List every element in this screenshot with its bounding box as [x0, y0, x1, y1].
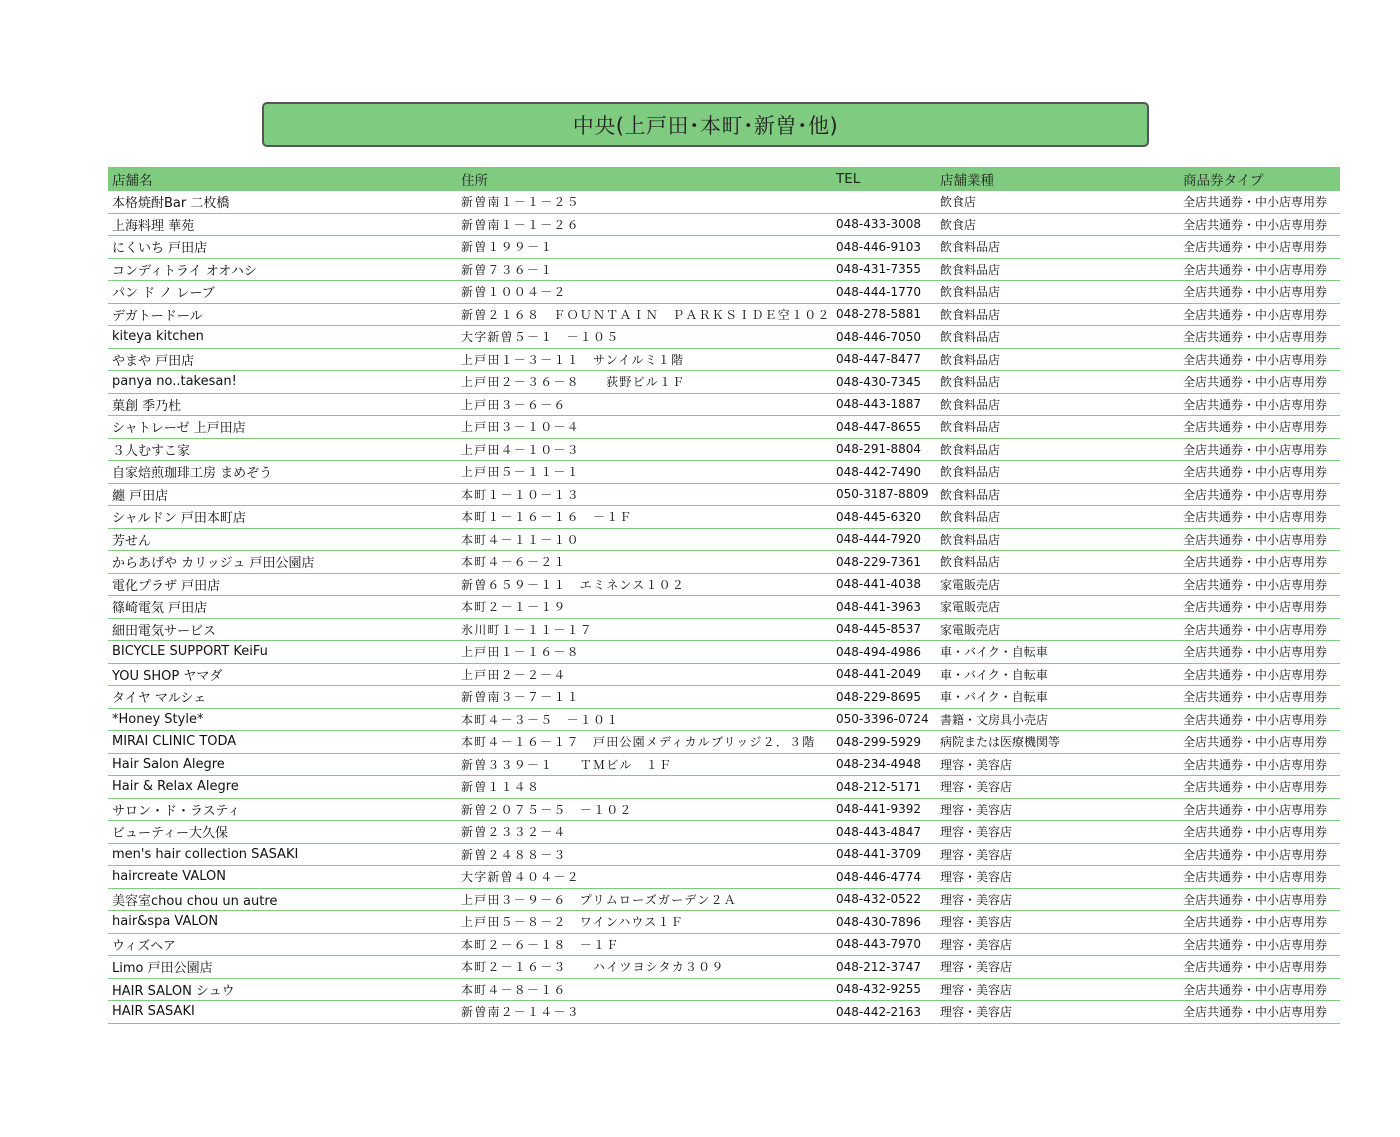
business-type-cell: 飲食料品店 — [940, 555, 1001, 570]
address-cell: 新曽１１４８ — [461, 780, 541, 795]
table-row — [108, 844, 1340, 867]
address-cell: 本町４－１１－１０ — [461, 532, 580, 547]
tel-cell: 048-441-3709 — [836, 847, 922, 862]
store-name-cell: hair&spa VALON — [112, 914, 219, 930]
table-row — [108, 709, 1340, 732]
store-name-cell: 纏 戸田店 — [112, 488, 169, 504]
store-name-cell: kiteya kitchen — [112, 329, 204, 345]
business-type-cell: 理容・美容店 — [940, 982, 1013, 997]
business-type-cell: 飲食料品店 — [940, 352, 1001, 367]
store-name-cell: 本格焼酎Bar 二枚橋 — [112, 196, 230, 212]
table-row — [108, 1001, 1340, 1024]
tel-cell: 050-3187-8809 — [836, 487, 929, 502]
business-type-cell: 飲食料品店 — [940, 262, 1001, 277]
table-row — [108, 506, 1340, 529]
business-type-cell: 理容・美容店 — [940, 892, 1013, 907]
address-cell: 上戸田５－１１－１ — [461, 465, 580, 480]
business-type-cell: 飲食料品店 — [940, 465, 1001, 480]
store-name-cell: Hair Salon Alegre — [112, 756, 225, 772]
tel-cell: 048-431-7355 — [836, 262, 922, 277]
address-cell: 本町２－１６－３ ハイツヨシタカ３０９ — [461, 960, 725, 975]
table-row — [108, 371, 1340, 394]
address-cell: 新曽１００４－２ — [461, 285, 567, 300]
tel-cell: 048-447-8477 — [836, 352, 922, 367]
business-type-cell: 飲食料品店 — [940, 510, 1001, 525]
address-cell: 本町４－６－２１ — [461, 555, 567, 570]
address-cell: 上戸田１－３－１１ サンイルミ１階 — [461, 352, 685, 367]
address-cell: 新曽２０７５－５ －１０２ — [461, 802, 633, 817]
store-name-cell: やまや 戸田店 — [112, 353, 195, 369]
table-row — [108, 956, 1340, 979]
store-name-cell: 細田電気サービス — [112, 623, 217, 639]
store-table — [108, 167, 1340, 1024]
table-row — [108, 889, 1340, 912]
voucher-type-cell: 全店共通券・中小店専用券 — [1183, 397, 1328, 412]
business-type-cell: 飲食料品店 — [940, 285, 1001, 300]
address-cell: 本町２－１－１９ — [461, 600, 567, 615]
business-type-cell: 理容・美容店 — [940, 870, 1013, 885]
address-cell: 上戸田２－２－４ — [461, 667, 567, 682]
table-row — [108, 461, 1340, 484]
tel-cell: 048-446-4774 — [836, 869, 922, 884]
tel-cell: 048-212-5171 — [836, 779, 922, 794]
table-row — [108, 776, 1340, 799]
table-row — [108, 416, 1340, 439]
table-row — [108, 551, 1340, 574]
table-row — [108, 439, 1340, 462]
business-type-cell: 理容・美容店 — [940, 802, 1013, 817]
address-cell: 上戸田３－９－６ プリムローズガーデン２Ａ — [461, 892, 737, 907]
address-cell: 新曽南１－１－２５ — [461, 195, 580, 210]
table-row — [108, 326, 1340, 349]
address-cell: 新曽７３６－１ — [461, 262, 554, 277]
table-row — [108, 191, 1340, 214]
store-name-cell: BICYCLE SUPPORT KeiFu — [112, 644, 268, 660]
business-type-cell: 理容・美容店 — [940, 1005, 1013, 1020]
business-type-cell: 家電販売店 — [940, 600, 1001, 615]
voucher-type-cell: 全店共通券・中小店専用券 — [1183, 510, 1328, 525]
address-cell: 新曽南２－１４－３ — [461, 1005, 580, 1020]
store-name-cell: 上海料理 華苑 — [112, 218, 195, 234]
store-name-cell: サロン・ド・ラスティ — [112, 803, 241, 819]
tel-cell: 048-234-4948 — [836, 757, 922, 772]
table-row — [108, 574, 1340, 597]
store-name-cell: にくいち 戸田店 — [112, 241, 208, 257]
tel-cell: 048-441-4038 — [836, 577, 922, 592]
business-type-cell: 理容・美容店 — [940, 847, 1013, 862]
store-name-cell: コンディトライ オオハシ — [112, 263, 258, 279]
tel-cell: 048-430-7345 — [836, 374, 922, 389]
table-row — [108, 799, 1340, 822]
voucher-type-cell: 全店共通券・中小店専用券 — [1183, 1005, 1328, 1020]
store-name-cell: タイヤ マルシェ — [112, 691, 207, 707]
tel-cell: 048-441-3963 — [836, 599, 922, 614]
table-row — [108, 281, 1340, 304]
address-cell: 大字新曽５－１ －１０５ — [461, 330, 620, 345]
business-type-cell: 書籍・文房具小売店 — [940, 712, 1049, 727]
address-cell: 新曽２４８８－３ — [461, 847, 567, 862]
business-type-cell: 家電販売店 — [940, 577, 1001, 592]
table-row — [108, 236, 1340, 259]
voucher-type-cell: 全店共通券・中小店専用券 — [1183, 577, 1328, 592]
address-cell: 上戸田１－１６－８ — [461, 645, 580, 660]
store-name-cell: Limo 戸田公園店 — [112, 961, 213, 977]
voucher-type-cell: 全店共通券・中小店専用券 — [1183, 870, 1328, 885]
voucher-type-cell: 全店共通券・中小店専用券 — [1183, 892, 1328, 907]
business-type-cell: 病院または医療機関等 — [940, 735, 1061, 750]
address-cell: 新曽２３３２－４ — [461, 825, 567, 840]
store-name-cell: 美容室chou chou un autre — [112, 893, 278, 909]
voucher-type-cell: 全店共通券・中小店専用券 — [1183, 825, 1328, 840]
store-name-cell: 菓創 季乃杜 — [112, 398, 182, 414]
voucher-type-cell: 全店共通券・中小店専用券 — [1183, 847, 1328, 862]
voucher-type-cell: 全店共通券・中小店専用券 — [1183, 262, 1328, 277]
store-name-cell: men's hair collection SASAKI — [112, 846, 299, 862]
tel-cell: 048-442-2163 — [836, 1004, 922, 1019]
tel-cell: 050-3396-0724 — [836, 712, 929, 727]
table-row — [108, 259, 1340, 282]
business-type-cell: 家電販売店 — [940, 622, 1001, 637]
address-cell: 本町４－１６－１７ 戸田公園メディカルブリッジ２．３階 — [461, 735, 816, 750]
address-cell: 本町４－３－５ －１０１ — [461, 712, 620, 727]
voucher-type-cell: 全店共通券・中小店専用券 — [1183, 937, 1328, 952]
address-cell: 新曽２１６８ ＦＯＵＮＴＡＩＮ ＰＡＲＫＳＩＤＥ空１０２ — [461, 307, 831, 322]
store-name-cell: panya no..takesan! — [112, 374, 237, 390]
voucher-type-cell: 全店共通券・中小店専用券 — [1183, 690, 1328, 705]
business-type-cell: 飲食料品店 — [940, 240, 1001, 255]
voucher-type-cell: 全店共通券・中小店専用券 — [1183, 712, 1328, 727]
address-cell: 本町４－８－１６ — [461, 982, 567, 997]
address-cell: 上戸田３－６－６ — [461, 397, 567, 412]
store-name-cell: HAIR SASAKI — [112, 1004, 195, 1020]
voucher-type-cell: 全店共通券・中小店専用券 — [1183, 195, 1328, 210]
business-type-cell: 飲食料品店 — [940, 307, 1001, 322]
address-cell: 新曽１９９－１ — [461, 240, 554, 255]
address-cell: 大字新曽４０４－２ — [461, 870, 580, 885]
store-name-cell: 篠崎電気 戸田店 — [112, 601, 208, 617]
voucher-type-cell: 全店共通券・中小店専用券 — [1183, 420, 1328, 435]
tel-cell: 048-447-8655 — [836, 419, 922, 434]
voucher-type-cell: 全店共通券・中小店専用券 — [1183, 915, 1328, 930]
voucher-type-cell: 全店共通券・中小店専用券 — [1183, 960, 1328, 975]
address-cell: 新曽南３－７－１１ — [461, 690, 580, 705]
store-name-cell: HAIR SALON シュウ — [112, 983, 235, 999]
address-cell: 新曽南１－１－２６ — [461, 217, 580, 232]
voucher-type-cell: 全店共通券・中小店専用券 — [1183, 285, 1328, 300]
tel-cell: 048-432-9255 — [836, 982, 922, 997]
voucher-type-cell: 全店共通券・中小店専用券 — [1183, 217, 1328, 232]
tel-cell: 048-443-7970 — [836, 937, 922, 952]
business-type-cell: 車・バイク・自転車 — [940, 690, 1048, 705]
table-row — [108, 529, 1340, 552]
header-address: 住所 — [461, 173, 488, 189]
table-row — [108, 934, 1340, 957]
voucher-type-cell: 全店共通券・中小店専用券 — [1183, 982, 1328, 997]
table-row — [108, 979, 1340, 1002]
table-row — [108, 596, 1340, 619]
address-cell: 本町１－１６－１６ －１Ｆ — [461, 510, 633, 525]
business-type-cell: 飲食料品店 — [940, 375, 1001, 390]
address-cell: 本町１－１０－１３ — [461, 487, 580, 502]
business-type-cell: 飲食料品店 — [940, 397, 1001, 412]
page-title: 中央(上戸田･本町･新曽･他) — [262, 102, 1149, 147]
table-row — [108, 214, 1340, 237]
business-type-cell: 飲食料品店 — [940, 330, 1001, 345]
voucher-type-cell: 全店共通券・中小店専用券 — [1183, 645, 1328, 660]
table-row — [108, 484, 1340, 507]
voucher-type-cell: 全店共通券・中小店専用券 — [1183, 667, 1328, 682]
store-name-cell: YOU SHOP ヤマダ — [112, 668, 223, 684]
table-row — [108, 349, 1340, 372]
table-body — [108, 191, 1340, 1024]
tel-cell: 048-445-6320 — [836, 509, 922, 524]
voucher-type-cell: 全店共通券・中小店専用券 — [1183, 735, 1328, 750]
tel-cell: 048-444-1770 — [836, 284, 922, 299]
voucher-type-cell: 全店共通券・中小店専用券 — [1183, 757, 1328, 772]
store-name-cell: ３人むすこ家 — [112, 443, 191, 459]
table-header — [108, 167, 1340, 191]
voucher-type-cell: 全店共通券・中小店専用券 — [1183, 600, 1328, 615]
business-type-cell: 車・バイク・自転車 — [940, 645, 1048, 660]
store-name-cell: haircreate VALON — [112, 869, 226, 885]
business-type-cell: 飲食料品店 — [940, 420, 1001, 435]
store-name-cell: シャトレーゼ 上戸田店 — [112, 421, 246, 437]
address-cell: 上戸田２－３６－８ 荻野ビル１Ｆ — [461, 375, 686, 390]
tel-cell: 048-441-2049 — [836, 667, 922, 682]
voucher-type-cell: 全店共通券・中小店専用券 — [1183, 555, 1328, 570]
table-row — [108, 911, 1340, 934]
header-store-name: 店舗名 — [112, 173, 153, 189]
business-type-cell: 飲食料品店 — [940, 487, 1001, 502]
business-type-cell: 飲食料品店 — [940, 442, 1001, 457]
business-type-cell: 理容・美容店 — [940, 915, 1013, 930]
table-row — [108, 394, 1340, 417]
store-name-cell: シャルドン 戸田本町店 — [112, 511, 246, 527]
address-cell: 本町２－６－１８ －１Ｆ — [461, 937, 620, 952]
table-row — [108, 866, 1340, 889]
voucher-type-cell: 全店共通券・中小店専用券 — [1183, 352, 1328, 367]
store-name-cell: 自家焙煎珈琲工房 まめぞう — [112, 466, 273, 482]
store-name-cell: からあげや カリッジュ 戸田公園店 — [112, 556, 315, 572]
store-name-cell: デガトードール — [112, 308, 203, 324]
tel-cell: 048-291-8804 — [836, 442, 922, 457]
tel-cell: 048-278-5881 — [836, 307, 922, 322]
business-type-cell: 飲食店 — [940, 217, 977, 232]
tel-cell: 048-446-9103 — [836, 239, 922, 254]
store-name-cell: ビューティー大久保 — [112, 826, 228, 842]
business-type-cell: 飲食店 — [940, 195, 977, 210]
voucher-type-cell: 全店共通券・中小店専用券 — [1183, 375, 1328, 390]
address-cell: 上戸田５－８－２ ワインハウス１Ｆ — [461, 915, 684, 930]
table-row — [108, 686, 1340, 709]
store-name-cell: MIRAI CLINIC TODA — [112, 734, 237, 750]
voucher-type-cell: 全店共通券・中小店専用券 — [1183, 330, 1328, 345]
business-type-cell: 理容・美容店 — [940, 937, 1013, 952]
tel-cell: 048-441-9392 — [836, 802, 922, 817]
voucher-type-cell: 全店共通券・中小店専用券 — [1183, 532, 1328, 547]
tel-cell: 048-442-7490 — [836, 464, 922, 479]
store-name-cell: *Honey Style* — [112, 711, 204, 727]
business-type-cell: 理容・美容店 — [940, 757, 1013, 772]
voucher-type-cell: 全店共通券・中小店専用券 — [1183, 240, 1328, 255]
address-cell: 新曽６５９－１１ エミネンス１０２ — [461, 577, 686, 592]
tel-cell: 048-212-3747 — [836, 959, 922, 974]
header-business-type: 店舗業種 — [940, 173, 994, 189]
table-row — [108, 641, 1340, 664]
table-row — [108, 754, 1340, 777]
address-cell: 上戸田４－１０－３ — [461, 442, 580, 457]
header-voucher-type: 商品券タイプ — [1183, 173, 1264, 189]
tel-cell: 048-430-7896 — [836, 914, 922, 929]
tel-cell: 048-229-8695 — [836, 689, 922, 704]
business-type-cell: 理容・美容店 — [940, 780, 1013, 795]
tel-cell: 048-432-0522 — [836, 892, 922, 907]
business-type-cell: 車・バイク・自転車 — [940, 667, 1048, 682]
table-row — [108, 664, 1340, 687]
table-row — [108, 304, 1340, 327]
tel-cell: 048-446-7050 — [836, 329, 922, 344]
tel-cell: 048-443-4847 — [836, 824, 922, 839]
voucher-type-cell: 全店共通券・中小店専用券 — [1183, 307, 1328, 322]
tel-cell: 048-445-8537 — [836, 622, 922, 637]
tel-cell: 048-494-4986 — [836, 644, 922, 659]
business-type-cell: 飲食料品店 — [940, 532, 1001, 547]
voucher-type-cell: 全店共通券・中小店専用券 — [1183, 780, 1328, 795]
header-tel: TEL — [836, 171, 861, 187]
tel-cell: 048-229-7361 — [836, 554, 922, 569]
address-cell: 新曽３３９－１ ＴＭビル １Ｆ — [461, 757, 673, 772]
store-name-cell: Hair & Relax Alegre — [112, 779, 239, 795]
business-type-cell: 理容・美容店 — [940, 960, 1013, 975]
tel-cell: 048-444-7920 — [836, 532, 922, 547]
table-row — [108, 731, 1340, 754]
voucher-type-cell: 全店共通券・中小店専用券 — [1183, 487, 1328, 502]
table-row — [108, 821, 1340, 844]
voucher-type-cell: 全店共通券・中小店専用券 — [1183, 442, 1328, 457]
voucher-type-cell: 全店共通券・中小店専用券 — [1183, 622, 1328, 637]
store-name-cell: 芳せん — [112, 533, 152, 549]
store-name-cell: パン ド ノ レーブ — [112, 286, 215, 302]
tel-cell: 048-299-5929 — [836, 734, 922, 749]
tel-cell: 048-433-3008 — [836, 217, 922, 232]
table-row — [108, 619, 1340, 642]
store-name-cell: 電化プラザ 戸田店 — [112, 578, 221, 594]
voucher-type-cell: 全店共通券・中小店専用券 — [1183, 465, 1328, 480]
tel-cell: 048-443-1887 — [836, 397, 922, 412]
voucher-type-cell: 全店共通券・中小店専用券 — [1183, 802, 1328, 817]
address-cell: 上戸田３－１０－４ — [461, 420, 580, 435]
store-name-cell: ウィズヘア — [112, 938, 176, 954]
address-cell: 氷川町１－１１－１７ — [461, 622, 594, 637]
business-type-cell: 理容・美容店 — [940, 825, 1013, 840]
